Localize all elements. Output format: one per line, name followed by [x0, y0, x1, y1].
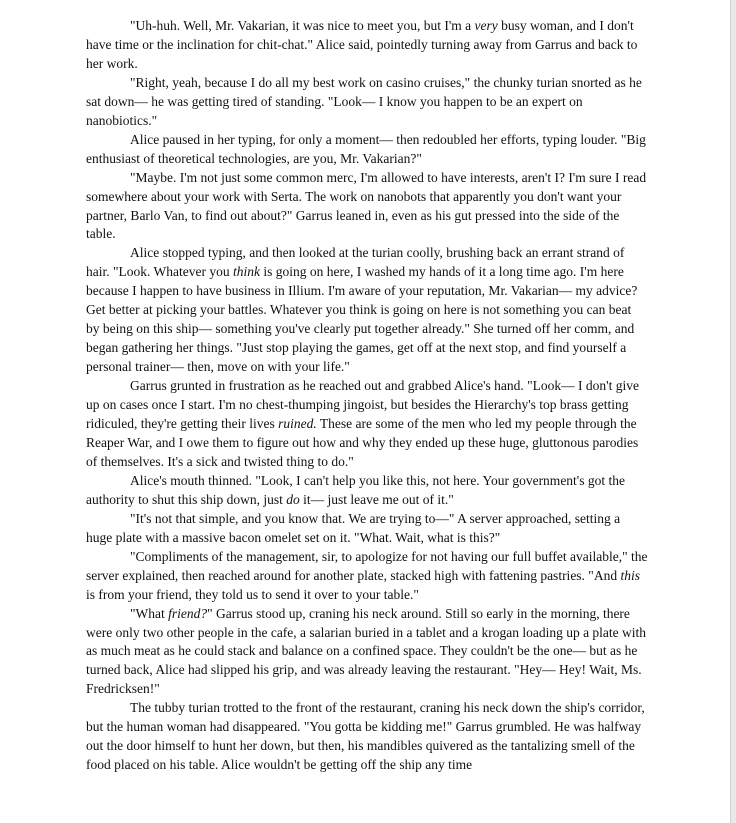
text-run: is from your friend, they told us to send it over to your table." [86, 586, 419, 602]
paragraph [86, 510, 648, 548]
emphasis-text: think [232, 264, 260, 280]
text-run: Garrus grunted in frustration as he reached out and grabbed Alice's hand. "Look— I don't give up on cases once I start. I'm no chest-thumping jingoist, but besides the Hierarchy's top brass getting ridiculed, they're getting their lives [86, 378, 639, 432]
page-edge-scrollbar[interactable] [730, 0, 736, 823]
paragraph [86, 605, 648, 700]
text-run: "It's not that simple, and you know that. We are trying to—" A server approached, setting a huge plate with a massive bacon omelet set on it. "What. Wait, what is this?" [86, 510, 621, 545]
emphasis-text: ruined. [278, 416, 317, 432]
paragraph [86, 472, 648, 510]
emphasis-text: friend? [168, 605, 208, 621]
text-run: "Compliments of the management, sir, to apologize for not having our full buffet available," the server explained, then reached around for another plate, stacked high with fattening pastries. "And [86, 548, 648, 583]
paragraph [86, 17, 648, 74]
text-run: is going on here, I washed my hands of it a long time ago. I'm here because I happen to have business in Illium. I'm aware of your reputation, Mr. Vakarian— my advice? Get better at picking your battles. Whatever you think is going on here is not something you can beat by being on this ship— something you've clearly put together already." She turned off her comm, and began gathering her things. "Just stop playing the games, get off at the next stop, and find yourself a personal trainer— then, move on with your life." [86, 264, 638, 375]
text-run: The tubby turian trotted to the front of the restaurant, craning his neck down the ship's corridor, but the human woman had disappeared. "You gotta be kidding me!" Garrus grumbled. He was halfway out the door himself to hunt her down, but then, his mandibles quivered as the tantalizing smell of the food placed on his table. Alice wouldn't be getting off the ship any time [86, 700, 645, 773]
paragraph [86, 131, 648, 169]
paragraph [86, 548, 648, 605]
paragraph [86, 377, 648, 472]
text-run: Alice stopped typing, and then looked at the turian coolly, brushing back an errant strand of hair. "Look. Whatever you [86, 245, 625, 280]
paragraph [86, 169, 648, 245]
text-run: busy woman, and I don't have time or the inclination for chit-chat." Alice said, pointedly turning away from Garrus and back to her work. [86, 18, 638, 71]
paragraph [86, 74, 648, 131]
paragraph [86, 699, 648, 775]
text-run: "Uh-huh. Well, Mr. Vakarian, it was nice to meet you, but I'm a [130, 18, 475, 33]
text-run: "Maybe. I'm not just some common merc, I'm allowed to have interests, aren't I? I'm sure I read somewhere about your work with Serta. The work on nanobots that apparently you don't want your partner, Barlo Van, to find out about?" Garrus leaned in, even as his gut pressed into the side of the table. [86, 169, 647, 242]
document-body [86, 17, 648, 775]
text-run: " Garrus stood up, craning his neck around. Still so early in the morning, there were only two other people in the cafe, a salarian buried in a tablet and a krogan loading up a plate with as much meat as he could stack and balance on a confined space. They couldn't be the one— but as he turned back, Alice had slipped his grip, and was already leaving the restaurant. "Hey— Hey! Wait, Ms. Fredricksen!" [86, 605, 647, 697]
emphasis-text: very [474, 18, 498, 33]
emphasis-text: do [286, 491, 300, 507]
text-run: Alice's mouth thinned. "Look, I can't help you like this, not here. Your government's got the authority to shut this ship down, just [86, 472, 625, 507]
emphasis-text: this [620, 567, 640, 583]
paragraph [86, 244, 648, 377]
text-run: it— just leave me out of it." [299, 491, 454, 507]
text-run: "What [130, 605, 169, 621]
text-run: "Right, yeah, because I do all my best work on casino cruises," the chunky turian snorted as he sat down— he was getting tired of standing. "Look— I know you happen to be an expert on nanobiotics." [86, 74, 642, 128]
text-run: These are some of the men who led my people through the Reaper War, and I owe them to figure out how and why they ended up these huge, gluttonous parodies of themselves. It's a sick and twisted thing to do." [86, 416, 639, 469]
text-run: Alice paused in her typing, for only a moment— then redoubled her efforts, typing louder. "Big enthusiast of theoretical technologies, are you, Mr. Vakarian?" [86, 131, 646, 166]
